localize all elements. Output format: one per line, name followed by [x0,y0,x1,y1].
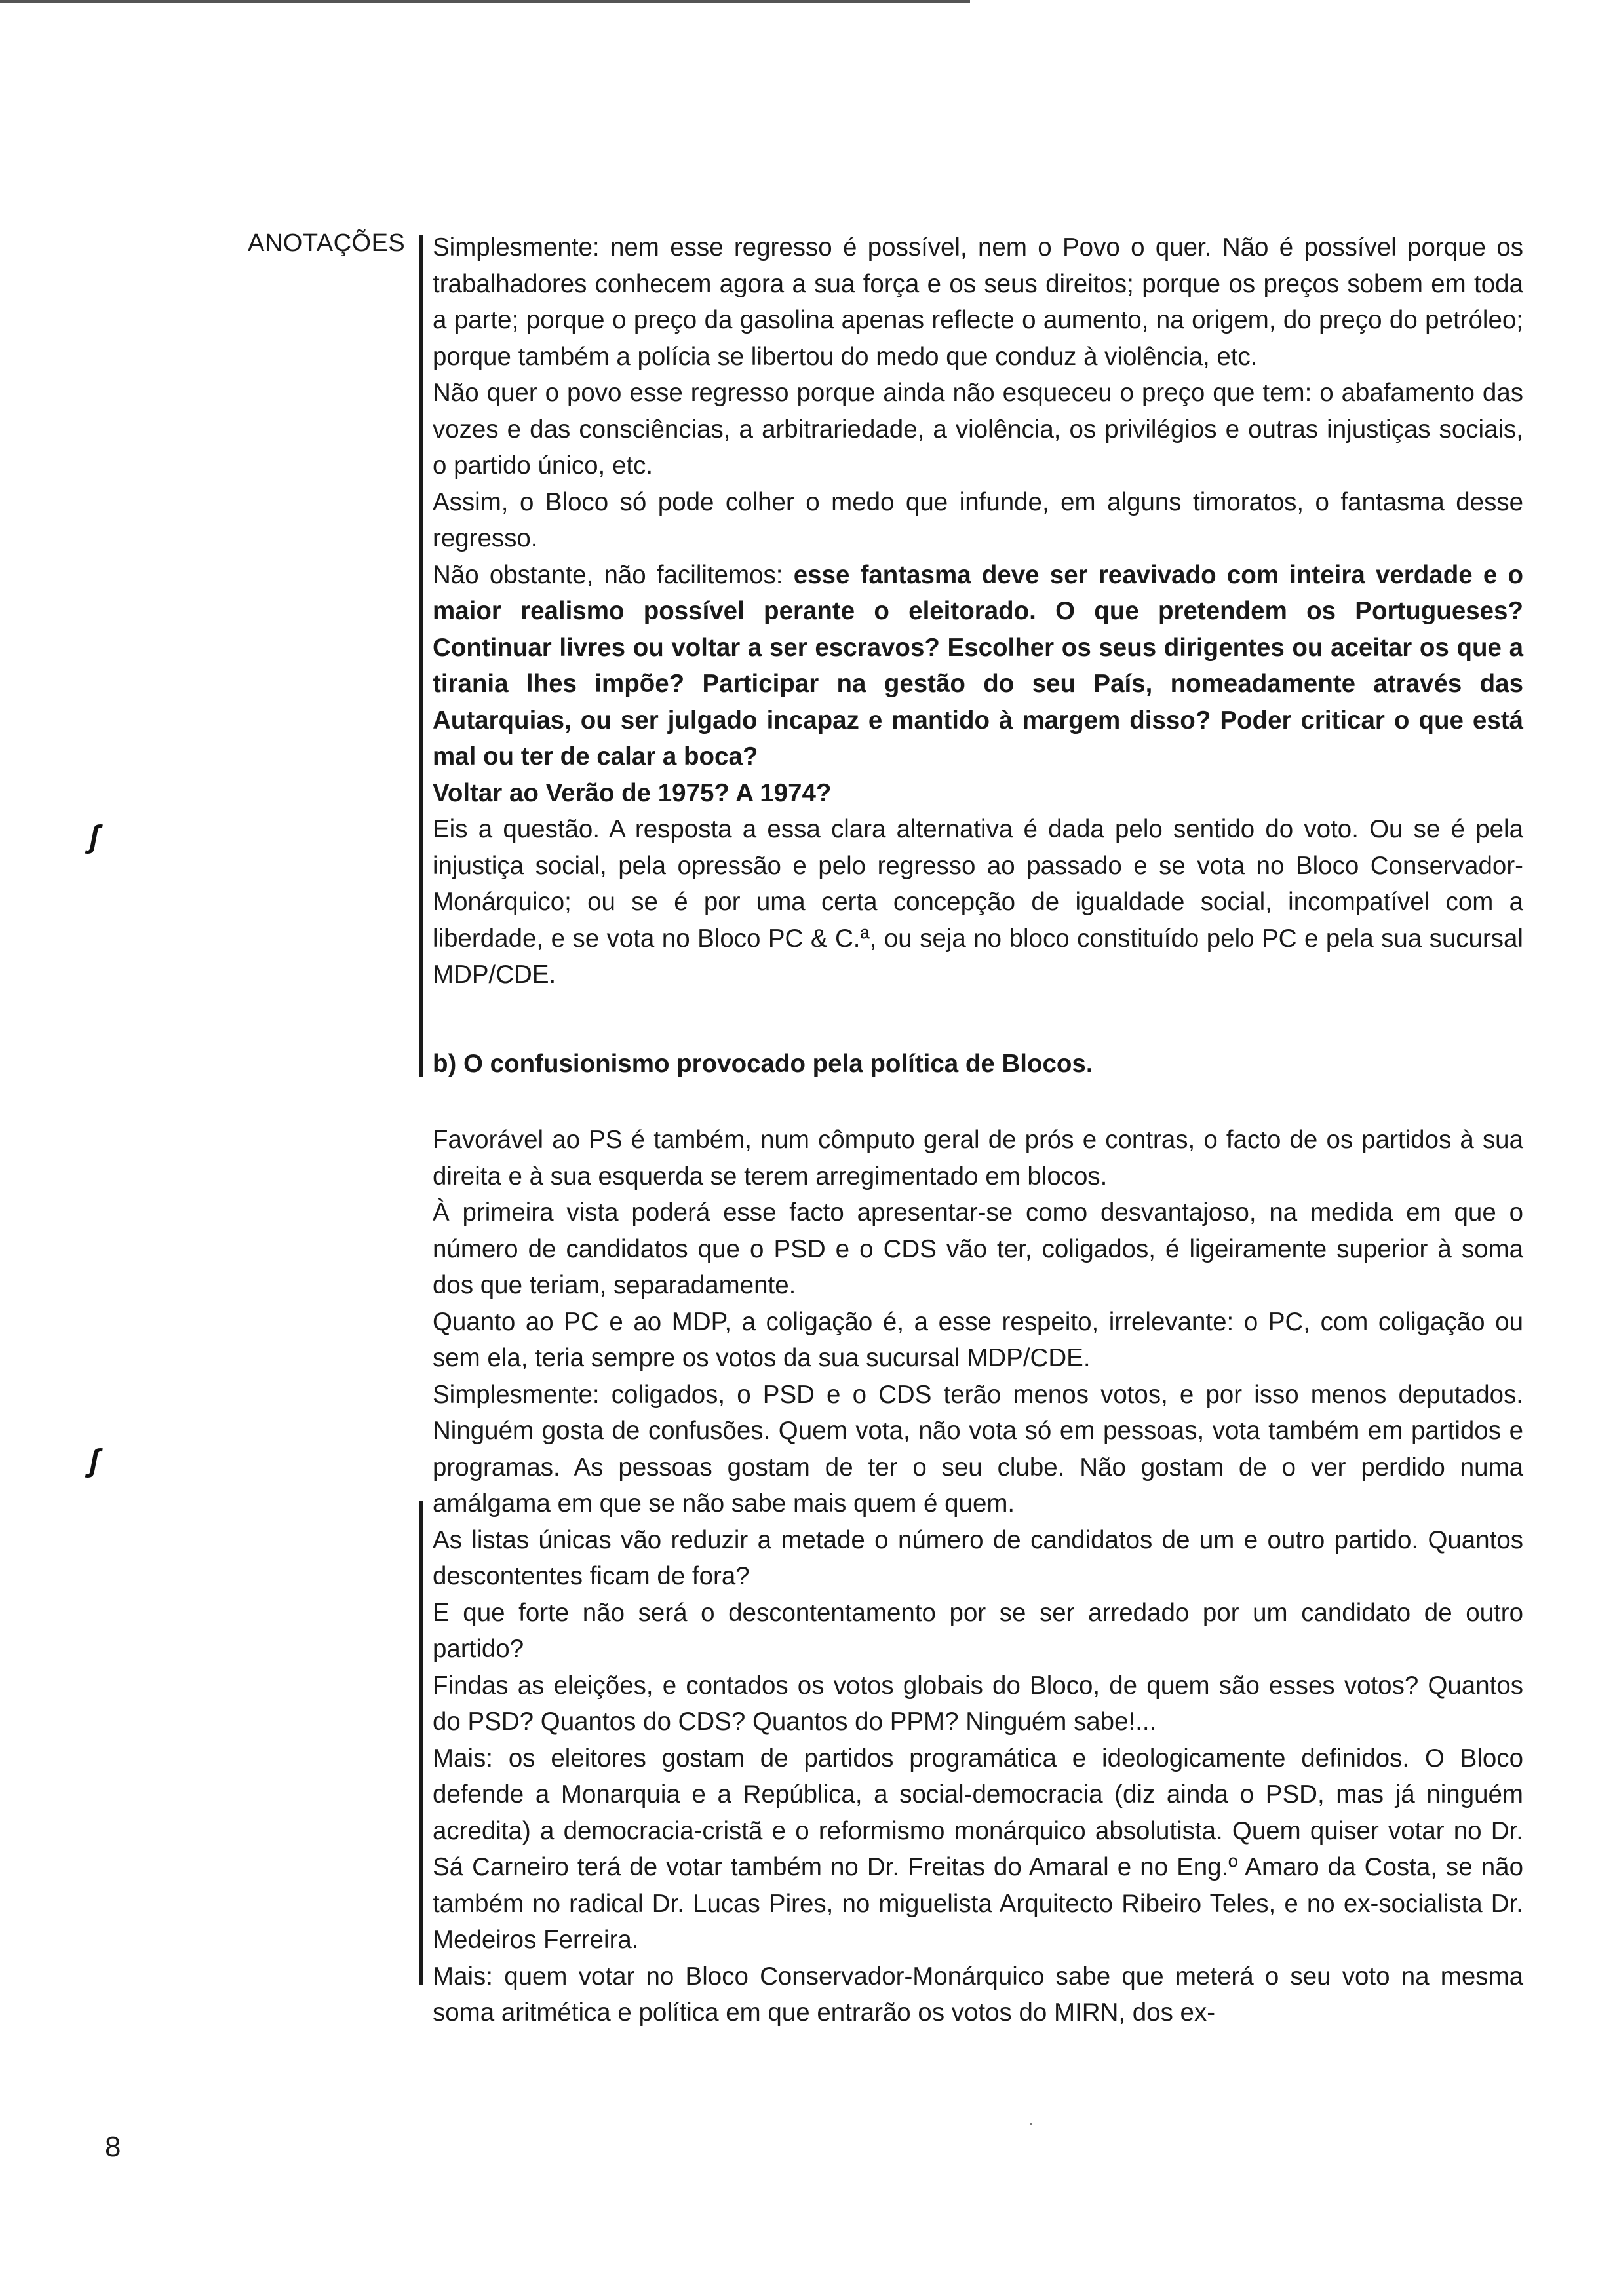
bold-question: Voltar ao Verão de 1975? A 1974? [433,778,832,807]
body-section-2 [433,1122,1523,2031]
paragraph: E que forte não será o descontentamento por se ser arredado por um candidato de outro partido? [433,1598,1523,1663]
scan-speck [1030,2123,1032,2125]
paragraph: Favorável ao PS é também, num cômputo geral de prós e contras, o facto de os partidos à sua direita e à sua esquerda se terem arregimentado em blocos. [433,1126,1523,1191]
paragraph: As listas únicas vão reduzir a metade o número de candidatos de um e outro partido. Quantos descontentes ficam de fora? [433,1525,1523,1590]
margin-annotation-bar [419,235,423,1077]
margin-label-anotacoes: ANOTAÇÕES [248,229,406,257]
paragraph: À primeira vista poderá esse facto apresentar-se como desvantajoso, na medida em que o número de candidatos que o PSD e o CDS vão ter, coligados, é ligeiramente superior à soma dos que teriam, separadamente. [433,1198,1523,1299]
bold-emphasis: esse fantasma deve ser reavivado com inteira verdade e o maior realismo possível perante o eleitorado. O que pretendem os Portugueses? Continuar livres ou voltar a ser escravos? Escolher os seus dirigentes ou aceitar os que a tirania lhes impõe? Participar na gestão do seu País, nomeadamente através das Autarquias, ou ser julgado incapaz e mantido à margem disso? Poder criticar o que está mal ou ter de calar a boca? [433,560,1523,771]
paragraph: Mais: quem votar no Bloco Conservador-Monárquico sabe que meterá o seu voto na mesma soma aritmética e política em que entrarão os votos do MIRN, dos ex- [433,1962,1523,2027]
paragraph: Eis a questão. A resposta a essa clara alternativa é dada pelo sentido do voto. Ou se é pela injustiça social, pela opressão e pelo regresso ao passado e se vota no Bloco Conservador-Monárquico; ou se é por uma certa concepção de igualdade social, incompatível com a liberdade, e se vota no Bloco PC & C.ª, ou seja no bloco constituído pelo PC e pela sua sucursal MDP/CDE. [433,815,1523,989]
top-edge-rule [0,0,970,3]
paragraph: Findas as eleições, e contados os votos globais do Bloco, de quem são esses votos? Quantos do PSD? Quantos do CDS? Quantos do PPM? Ninguém sabe!... [433,1671,1523,1736]
paragraph: Simplesmente: coligados, o PSD e o CDS terão menos votos, e por isso menos deputados. Ninguém gosta de confusões. Quem vota, não vota só em pessoas, vota também em partidos e programas. As pessoas gostam de ter o seu clube. Não gostam de o ver perdido numa amálgama em que se não sabe mais quem é quem. [433,1380,1523,1518]
section-heading: b) O confusionismo provocado pela política de Blocos. [433,1050,1093,1078]
paragraph-lead: Não obstante, não facilitemos: [433,560,794,589]
page-number: 8 [105,2131,121,2163]
paragraph: Simplesmente: nem esse regresso é possível, nem o Povo o quer. Não é possível porque os trabalhadores conhecem agora a sua força e os seus direitos; porque os preços sobem em toda a parte; porque o preço da gasolina apenas reflecte o aumento, na origem, do preço do petróleo; porque também a polícia se libertou do medo que conduz à violência, etc. [433,233,1523,371]
handwritten-margin-mark: ʃ [89,820,100,854]
margin-annotation-bar [419,1501,423,1985]
paragraph: Mais: os eleitores gostam de partidos programática e ideologicamente definidos. O Bloco defende a Monarquia e a República, a social-democracia (diz ainda o PSD, mas já ninguém acredita) a democracia-cristã e o reformismo monárquico absolutista. Quem quiser votar no Dr. Sá Carneiro terá de votar também no Dr. Freitas do Amaral e no Eng.º Amaro da Costa, se não também no radical Dr. Lucas Pires, no miguelista Arquitecto Ribeiro Teles, e no ex-socialista Dr. Medeiros Ferreira. [433,1744,1523,1954]
paragraph [433,557,1523,775]
handwritten-margin-mark: ʃ [89,1444,100,1478]
body-section-1 [433,229,1523,993]
paragraph: Quanto ao PC e ao MDP, a coligação é, a esse respeito, irrelevante: o PC, com coligação ou sem ela, teria sempre os votos da sua sucursal MDP/CDE. [433,1307,1523,1372]
paragraph: Não quer o povo esse regresso porque ainda não esqueceu o preço que tem: o abafamento das vozes e das consciências, a arbitrariedade, a violência, os privilégios e outras injustiças sociais, o partido único, etc. [433,379,1523,480]
paragraph: Assim, o Bloco só pode colher o medo que infunde, em alguns timoratos, o fantasma desse regresso. [433,488,1523,552]
